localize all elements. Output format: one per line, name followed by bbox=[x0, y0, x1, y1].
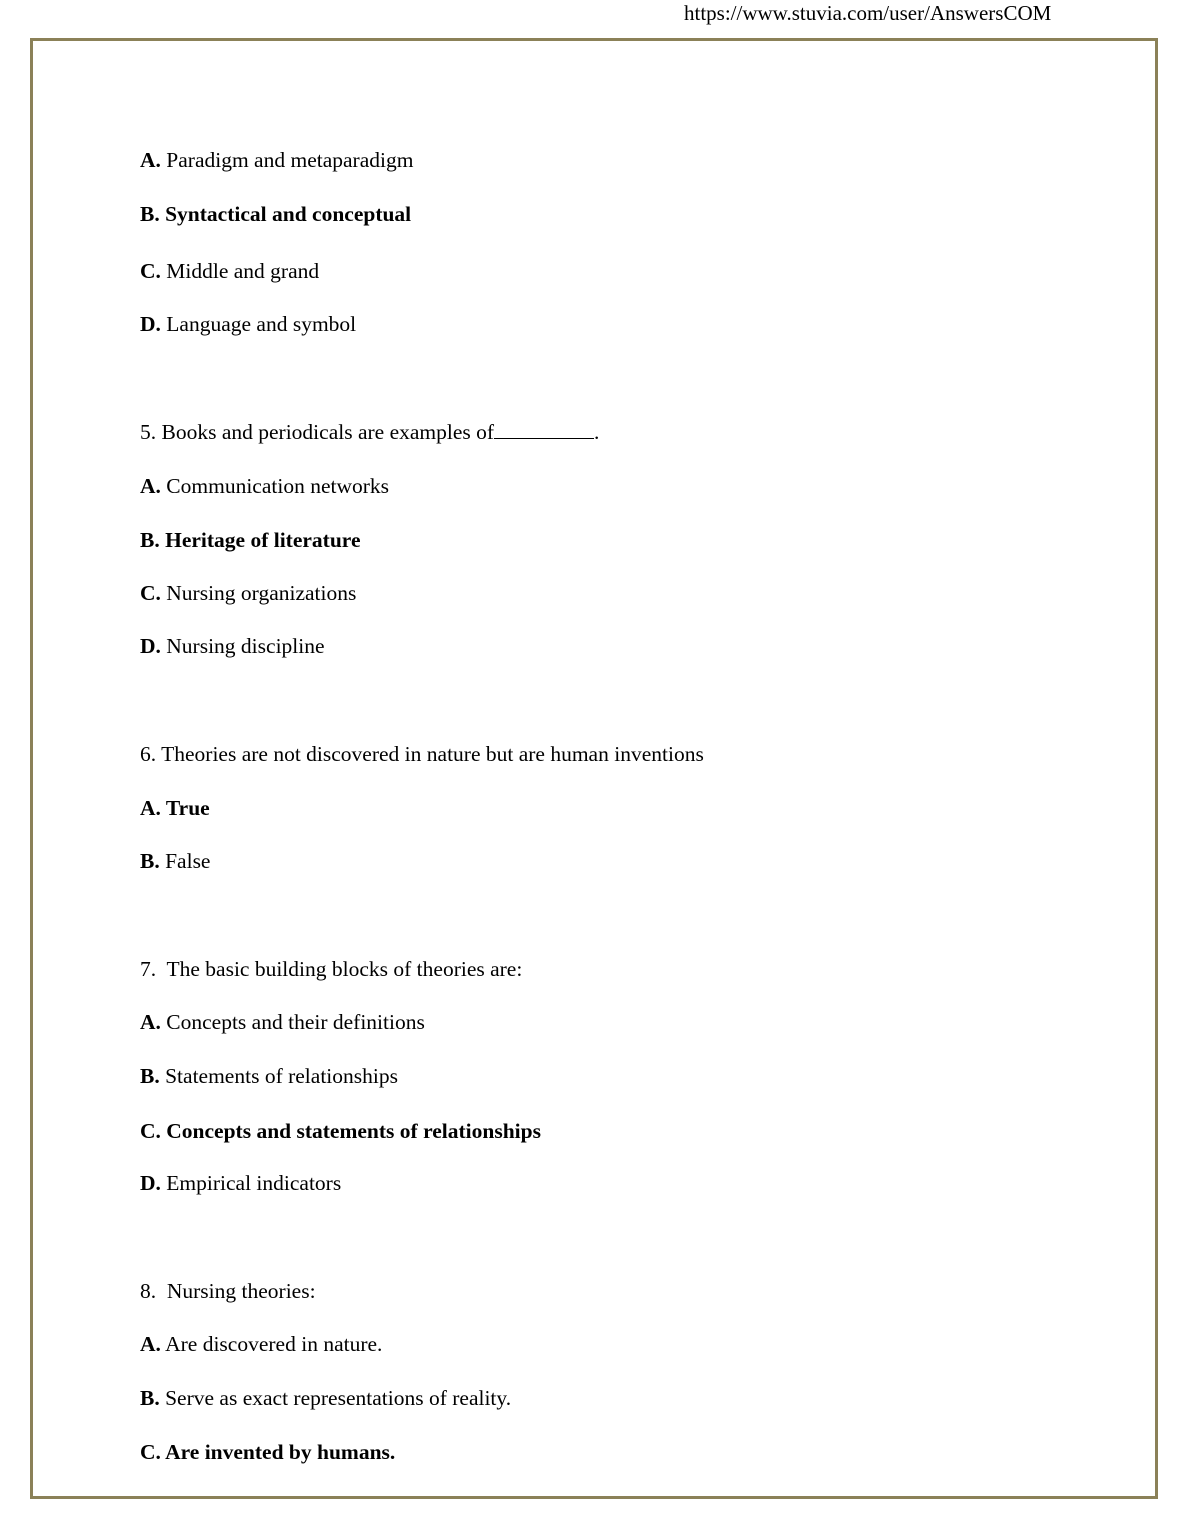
q6-option-b bbox=[140, 848, 210, 874]
q7-option-d bbox=[140, 1170, 341, 1196]
q4-option-d bbox=[140, 311, 356, 337]
option-text: Heritage of literature bbox=[165, 528, 361, 552]
option-letter: B. bbox=[140, 1386, 160, 1410]
option-letter: A. bbox=[140, 148, 161, 172]
option-letter: A. bbox=[140, 1332, 161, 1356]
q8-option-b bbox=[140, 1385, 511, 1411]
q8-option-c-answer bbox=[140, 1439, 395, 1465]
option-text: Serve as exact representations of reality. bbox=[165, 1386, 512, 1410]
q5-option-a bbox=[140, 473, 389, 499]
q6-question bbox=[140, 741, 704, 767]
option-letter: A. bbox=[140, 1010, 161, 1034]
q4-option-c bbox=[140, 258, 319, 284]
question-text: 8. Nursing theories: bbox=[140, 1279, 316, 1303]
q7-option-c-answer bbox=[140, 1118, 541, 1144]
option-letter: B. bbox=[140, 202, 160, 226]
option-letter: C. bbox=[140, 1440, 161, 1464]
option-text: Language and symbol bbox=[166, 312, 357, 336]
option-text: Concepts and their definitions bbox=[166, 1010, 425, 1034]
q6-option-a-answer bbox=[140, 795, 210, 821]
option-letter: B. bbox=[140, 1064, 160, 1088]
option-letter: D. bbox=[140, 1171, 161, 1195]
option-letter: C. bbox=[140, 1119, 161, 1143]
option-text: True bbox=[165, 796, 210, 820]
option-text: False bbox=[165, 849, 211, 873]
q5-option-c bbox=[140, 580, 356, 606]
q7-option-b bbox=[140, 1063, 398, 1089]
q4-option-b-answer bbox=[140, 201, 411, 227]
q5-option-b-answer bbox=[140, 527, 361, 553]
option-letter: D. bbox=[140, 312, 161, 336]
option-text: Are invented by humans. bbox=[165, 1440, 396, 1464]
option-text: Statements of relationships bbox=[165, 1064, 398, 1088]
option-letter: C. bbox=[140, 581, 161, 605]
option-text: Communication networks bbox=[166, 474, 390, 498]
option-text: Syntactical and conceptual bbox=[165, 202, 412, 226]
option-letter: A. bbox=[140, 474, 161, 498]
option-letter: A. bbox=[140, 796, 161, 820]
option-letter: C. bbox=[140, 259, 161, 283]
header-url[interactable]: https://www.stuvia.com/user/AnswersCOM bbox=[684, 1, 1052, 25]
question-text: 7. The basic building blocks of theories are: bbox=[140, 957, 523, 981]
option-text: Nursing organizations bbox=[166, 581, 357, 605]
option-text: Empirical indicators bbox=[166, 1171, 342, 1195]
question-tail: . bbox=[594, 420, 600, 444]
q7-question bbox=[140, 956, 522, 982]
q5-option-d bbox=[140, 633, 325, 659]
question-text: 5. Books and periodicals are examples of bbox=[140, 420, 495, 444]
q8-question bbox=[140, 1278, 316, 1304]
option-letter: D. bbox=[140, 634, 161, 658]
q8-option-a bbox=[140, 1331, 382, 1357]
option-letter: B. bbox=[140, 849, 160, 873]
option-letter: B. bbox=[140, 528, 160, 552]
option-text: Paradigm and metaparadigm bbox=[166, 148, 414, 172]
option-text: Are discovered in nature. bbox=[165, 1332, 383, 1356]
answer-blank bbox=[494, 419, 594, 439]
q4-option-a bbox=[140, 147, 413, 173]
q7-option-a bbox=[140, 1009, 425, 1035]
option-text: Middle and grand bbox=[166, 259, 320, 283]
question-text: 6. Theories are not discovered in nature but are human inventions bbox=[140, 742, 704, 766]
option-text: Nursing discipline bbox=[166, 634, 325, 658]
option-text: Concepts and statements of relationships bbox=[166, 1119, 541, 1143]
q5-question bbox=[140, 419, 599, 445]
